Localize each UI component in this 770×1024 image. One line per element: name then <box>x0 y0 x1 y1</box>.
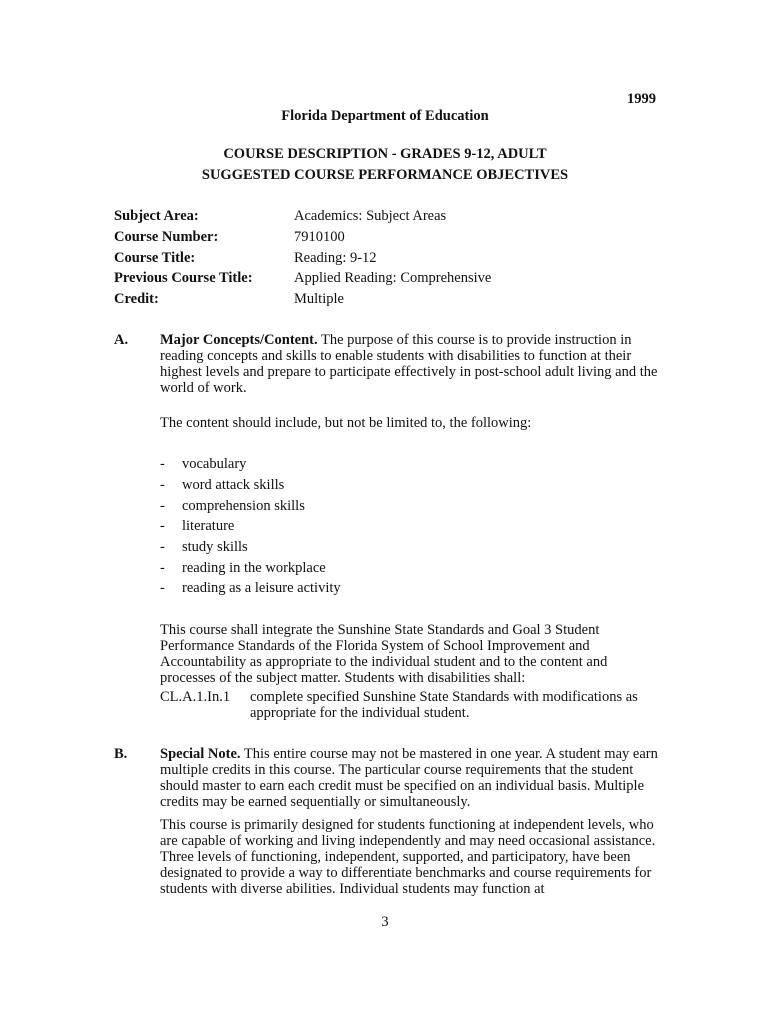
year-label: 1999 <box>627 91 656 107</box>
standard-code: CL.A.1.In.1 <box>160 689 231 705</box>
list-item-text: reading as a leisure activity <box>182 580 341 596</box>
info-label-subject-area: Subject Area: <box>114 208 199 224</box>
page-number: 3 <box>381 914 389 930</box>
list-item: - study skills <box>160 539 248 555</box>
list-item: - vocabulary <box>160 456 247 472</box>
section-a-paragraph <box>160 332 660 396</box>
info-value-previous-course-title: Applied Reading: Comprehensive <box>294 270 492 286</box>
list-item: - reading in the workplace <box>160 560 326 576</box>
info-label-course-title: Course Title: <box>114 250 196 266</box>
department-title: Florida Department of Education <box>281 108 489 124</box>
list-item: - comprehension skills <box>160 498 305 514</box>
standard-text-line1: complete specified Sunshine State Standards with modifications as <box>250 689 638 705</box>
list-item-text: word attack skills <box>182 477 285 493</box>
section-b-text: This entire course may not be mastered in one year. A student may earn multiple credits in this course. The particular course requirements that the student should master to earn each credit must be specified on an individual basis. Multiple credits may be earned sequentially or simultaneously. <box>160 746 658 810</box>
section-b-letter: B. <box>114 746 128 762</box>
section-b-heading: Special Note. <box>160 746 241 762</box>
section-a-content-intro: The content should include, but not be limited to, the following: <box>160 415 532 431</box>
list-item: - literature <box>160 518 235 534</box>
section-a-letter: A. <box>114 332 129 348</box>
section-b-paragraph-2: This course is primarily designed for students functioning at independent levels, who are capable of working and living independently and may need occasional assistance. Three levels of functioning, independent, supported, and participatory, have been designated to provide a way to differentiate benchmarks and course requirements for students with diverse abilities. Individual students may function at <box>160 817 656 897</box>
standards-integration-paragraph: This course shall integrate the Sunshine State Standards and Goal 3 Student Performance Standards of the Florida System of School Improvement and Accountability as appropriate to the individual student and to the content and processes of the subject matter. Students with disabilities shall: <box>160 622 608 686</box>
list-item-text: study skills <box>182 539 248 555</box>
section-b-paragraph <box>160 746 660 810</box>
info-label-previous-course-title: Previous Course Title: <box>114 270 253 286</box>
section-a-text: The purpose of this course is to provide instruction in reading concepts and skills to enable students with disabilities to function at their highest levels and prepare to participate effectively in post-school adult living and the world of work. <box>160 332 658 396</box>
list-item-text: literature <box>182 518 235 534</box>
standard-text-line2: appropriate for the individual student. <box>250 705 470 721</box>
info-label-course-number: Course Number: <box>114 229 219 245</box>
info-value-course-number: 7910100 <box>294 229 345 245</box>
list-item-text: vocabulary <box>182 456 247 472</box>
info-value-subject-area: Academics: Subject Areas <box>294 208 447 224</box>
list-item-text: comprehension skills <box>182 498 305 514</box>
performance-objectives-title: SUGGESTED COURSE PERFORMANCE OBJECTIVES <box>201 167 569 183</box>
info-value-course-title: Reading: 9-12 <box>294 250 377 266</box>
info-label-credit: Credit: <box>114 291 159 307</box>
info-value-credit: Multiple <box>294 291 344 307</box>
list-item-text: reading in the workplace <box>182 560 326 576</box>
list-item: - word attack skills <box>160 477 285 493</box>
course-description-title: COURSE DESCRIPTION - GRADES 9-12, ADULT <box>223 146 547 162</box>
section-a-heading: Major Concepts/Content. <box>160 332 318 348</box>
list-item: - reading as a leisure activity <box>160 580 341 596</box>
